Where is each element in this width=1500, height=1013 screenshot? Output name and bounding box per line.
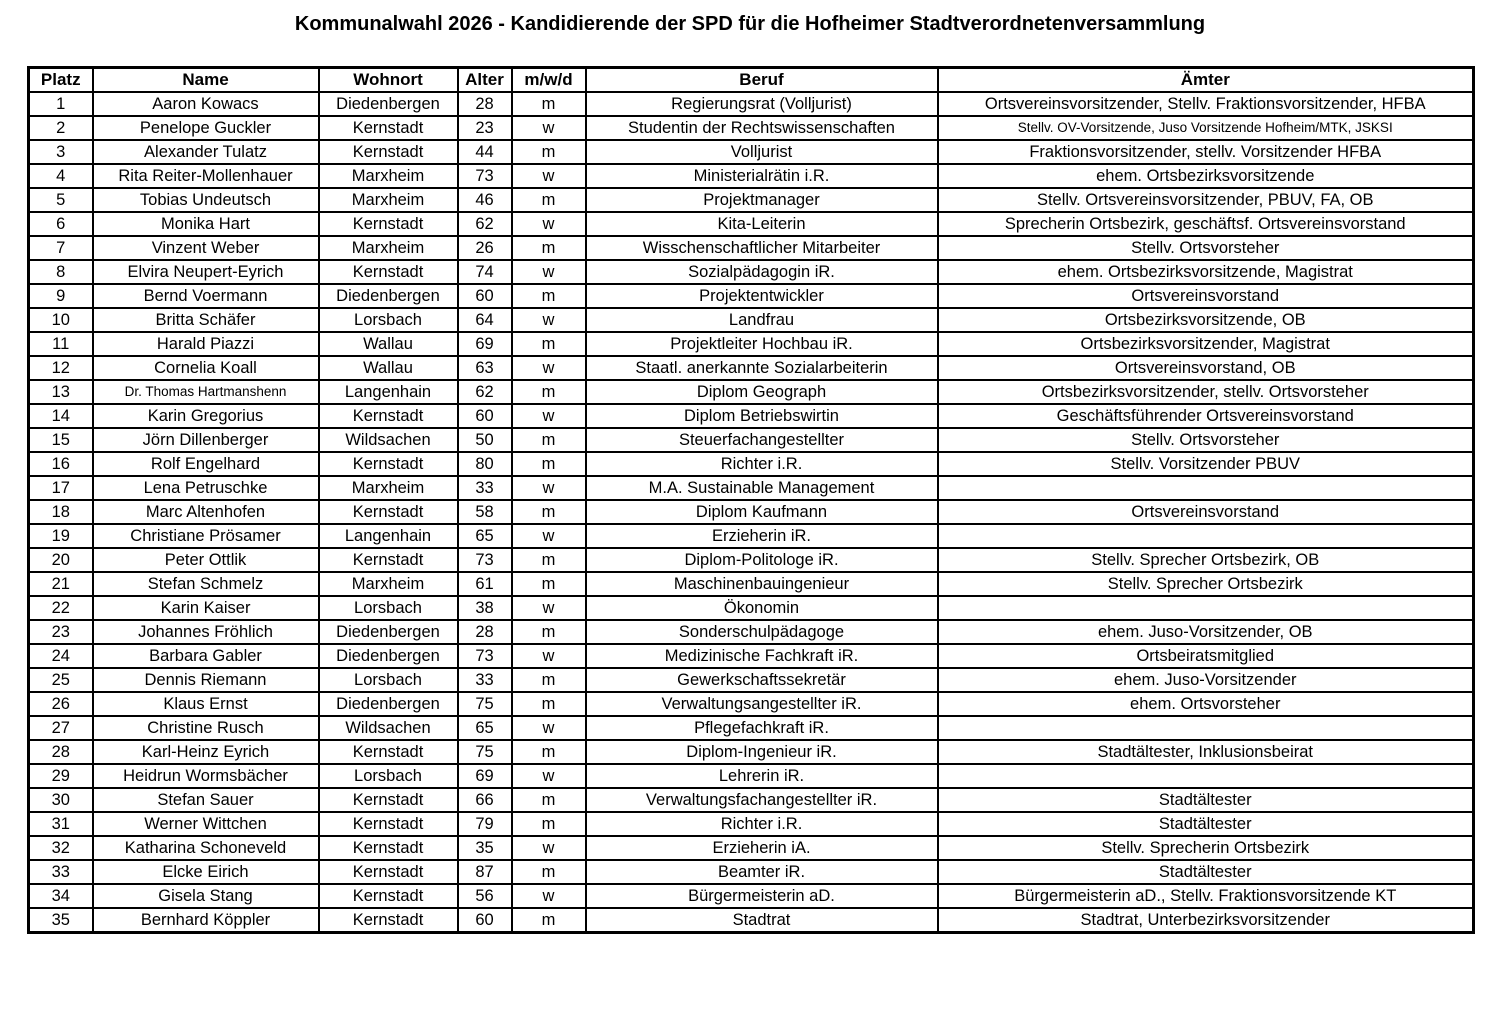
table-cell: Diplom Betriebswirtin bbox=[586, 404, 938, 428]
table-cell: Stadtältester bbox=[938, 812, 1474, 836]
table-cell: Wildsachen bbox=[319, 428, 458, 452]
table-cell: w bbox=[512, 524, 586, 548]
table-cell: ehem. Ortsbezirksvorsitzende, Magistrat bbox=[938, 260, 1474, 284]
table-cell: w bbox=[512, 644, 586, 668]
table-cell: Verwaltungsangestellter iR. bbox=[586, 692, 938, 716]
table-cell: Bernhard Köppler bbox=[93, 908, 319, 933]
table-cell: 33 bbox=[29, 860, 93, 884]
table-cell: w bbox=[512, 716, 586, 740]
table-cell: w bbox=[512, 308, 586, 332]
table-cell: Ortsvereinsvorstand bbox=[938, 284, 1474, 308]
table-cell: Verwaltungsfachangestellter iR. bbox=[586, 788, 938, 812]
table-cell: 60 bbox=[458, 908, 512, 933]
table-cell: Diedenbergen bbox=[319, 620, 458, 644]
table-cell: Gewerkschaftssekretär bbox=[586, 668, 938, 692]
table-cell: Marxheim bbox=[319, 572, 458, 596]
table-cell: Ortsbeiratsmitglied bbox=[938, 644, 1474, 668]
table-cell: m bbox=[512, 188, 586, 212]
table-cell: Jörn Dillenberger bbox=[93, 428, 319, 452]
table-cell: ehem. Ortsbezirksvorsitzende bbox=[938, 164, 1474, 188]
table-cell: Kernstadt bbox=[319, 860, 458, 884]
table-cell: 28 bbox=[458, 620, 512, 644]
table-head bbox=[29, 68, 1474, 93]
table-cell: m bbox=[512, 740, 586, 764]
table-cell: 10 bbox=[29, 308, 93, 332]
table-row bbox=[29, 116, 1474, 140]
table-cell: Volljurist bbox=[586, 140, 938, 164]
table-cell: w bbox=[512, 260, 586, 284]
table-cell: 14 bbox=[29, 404, 93, 428]
table-cell: Kernstadt bbox=[319, 884, 458, 908]
table-cell: 79 bbox=[458, 812, 512, 836]
table-cell: Ortsbezirksvorsitzender, stellv. Ortsvorsteher bbox=[938, 380, 1474, 404]
table-cell: Steuerfachangestellter bbox=[586, 428, 938, 452]
table-cell: 63 bbox=[458, 356, 512, 380]
table-cell: 25 bbox=[29, 668, 93, 692]
table-cell: Kernstadt bbox=[319, 500, 458, 524]
table-cell: Geschäftsführender Ortsvereinsvorstand bbox=[938, 404, 1474, 428]
table-row bbox=[29, 140, 1474, 164]
table-cell: Stellv. Vorsitzender PBUV bbox=[938, 452, 1474, 476]
table-cell: Stadtältester bbox=[938, 788, 1474, 812]
table-cell: Marc Altenhofen bbox=[93, 500, 319, 524]
table-row bbox=[29, 476, 1474, 500]
table-cell: Diedenbergen bbox=[319, 644, 458, 668]
column-header: Beruf bbox=[586, 68, 938, 93]
table-cell: Medizinische Fachkraft iR. bbox=[586, 644, 938, 668]
table-cell: 26 bbox=[458, 236, 512, 260]
table-row bbox=[29, 788, 1474, 812]
table-cell: 33 bbox=[458, 476, 512, 500]
table-cell: Kernstadt bbox=[319, 116, 458, 140]
table-cell: Kernstadt bbox=[319, 812, 458, 836]
table-cell: Vinzent Weber bbox=[93, 236, 319, 260]
table-cell: m bbox=[512, 908, 586, 933]
table-cell: 64 bbox=[458, 308, 512, 332]
column-header: Platz bbox=[29, 68, 93, 93]
table-cell: w bbox=[512, 764, 586, 788]
table-cell: Kernstadt bbox=[319, 740, 458, 764]
table-cell: Bernd Voermann bbox=[93, 284, 319, 308]
table-cell: 22 bbox=[29, 596, 93, 620]
table-cell bbox=[938, 716, 1474, 740]
table-cell: Kernstadt bbox=[319, 908, 458, 933]
table-row bbox=[29, 164, 1474, 188]
table-row bbox=[29, 284, 1474, 308]
table-cell: Stellv. Ortsvereinsvorsitzender, PBUV, FA, OB bbox=[938, 188, 1474, 212]
table-cell: Stefan Schmelz bbox=[93, 572, 319, 596]
table-cell: Langenhain bbox=[319, 380, 458, 404]
table-row bbox=[29, 404, 1474, 428]
table-cell: Pflegefachkraft iR. bbox=[586, 716, 938, 740]
table-row bbox=[29, 332, 1474, 356]
table-cell: 62 bbox=[458, 212, 512, 236]
table-row bbox=[29, 884, 1474, 908]
table-cell: 35 bbox=[458, 836, 512, 860]
table-cell: Diplom Kaufmann bbox=[586, 500, 938, 524]
table-cell: Kernstadt bbox=[319, 836, 458, 860]
table-cell: 73 bbox=[458, 644, 512, 668]
table-cell: 19 bbox=[29, 524, 93, 548]
table-cell: 75 bbox=[458, 692, 512, 716]
table-cell: 58 bbox=[458, 500, 512, 524]
table-cell: 32 bbox=[29, 836, 93, 860]
table-cell: m bbox=[512, 860, 586, 884]
table-cell: Karl-Heinz Eyrich bbox=[93, 740, 319, 764]
table-cell: m bbox=[512, 332, 586, 356]
table-row bbox=[29, 620, 1474, 644]
column-header: Ämter bbox=[938, 68, 1474, 93]
table-cell: m bbox=[512, 572, 586, 596]
table-row bbox=[29, 356, 1474, 380]
table-cell: 38 bbox=[458, 596, 512, 620]
table-cell: Stellv. Sprecherin Ortsbezirk bbox=[938, 836, 1474, 860]
table-cell: Tobias Undeutsch bbox=[93, 188, 319, 212]
table-cell: Richter i.R. bbox=[586, 452, 938, 476]
table-cell: 13 bbox=[29, 380, 93, 404]
table-cell: Diplom Geograph bbox=[586, 380, 938, 404]
table-cell: Kernstadt bbox=[319, 788, 458, 812]
table-cell: 80 bbox=[458, 452, 512, 476]
table-cell: Christiane Prösamer bbox=[93, 524, 319, 548]
table-row bbox=[29, 860, 1474, 884]
table-cell: Werner Wittchen bbox=[93, 812, 319, 836]
table-cell: 2 bbox=[29, 116, 93, 140]
table-cell: Karin Gregorius bbox=[93, 404, 319, 428]
table-cell: Diedenbergen bbox=[319, 692, 458, 716]
table-cell bbox=[938, 764, 1474, 788]
table-cell: 20 bbox=[29, 548, 93, 572]
table-cell: Cornelia Koall bbox=[93, 356, 319, 380]
table-cell: Dennis Riemann bbox=[93, 668, 319, 692]
table-cell: Kernstadt bbox=[319, 452, 458, 476]
table-cell: Marxheim bbox=[319, 164, 458, 188]
table-cell: 17 bbox=[29, 476, 93, 500]
table-cell: w bbox=[512, 164, 586, 188]
table-cell: Bürgermeisterin aD., Stellv. Fraktionsvorsitzende KT bbox=[938, 884, 1474, 908]
table-row bbox=[29, 716, 1474, 740]
table-cell: 23 bbox=[458, 116, 512, 140]
table-cell: Dr. Thomas Hartmanshenn bbox=[93, 380, 319, 404]
table-cell: M.A. Sustainable Management bbox=[586, 476, 938, 500]
table-cell: Richter i.R. bbox=[586, 812, 938, 836]
table-cell: Bürgermeisterin aD. bbox=[586, 884, 938, 908]
table-cell: Projektentwickler bbox=[586, 284, 938, 308]
table-cell: Johannes Fröhlich bbox=[93, 620, 319, 644]
table-cell: Lorsbach bbox=[319, 308, 458, 332]
column-header: Wohnort bbox=[319, 68, 458, 93]
table-cell: Beamter iR. bbox=[586, 860, 938, 884]
table-row bbox=[29, 92, 1474, 116]
table-cell bbox=[938, 596, 1474, 620]
table-cell: Stellv. Sprecher Ortsbezirk bbox=[938, 572, 1474, 596]
table-cell: Kernstadt bbox=[319, 140, 458, 164]
table-cell: Langenhain bbox=[319, 524, 458, 548]
table-cell: Barbara Gabler bbox=[93, 644, 319, 668]
table-cell: Kernstadt bbox=[319, 260, 458, 284]
table-cell: w bbox=[512, 212, 586, 236]
table-cell: Ortsvereinsvorsitzender, Stellv. Fraktionsvorsitzender, HFBA bbox=[938, 92, 1474, 116]
table-cell: Kernstadt bbox=[319, 548, 458, 572]
table-cell: 4 bbox=[29, 164, 93, 188]
table-cell: Ortsvereinsvorstand bbox=[938, 500, 1474, 524]
table-cell: Diplom-Ingenieur iR. bbox=[586, 740, 938, 764]
table-cell: 44 bbox=[458, 140, 512, 164]
table-cell: 5 bbox=[29, 188, 93, 212]
table-cell: 15 bbox=[29, 428, 93, 452]
table-cell: m bbox=[512, 428, 586, 452]
table-row bbox=[29, 260, 1474, 284]
table-cell: 60 bbox=[458, 404, 512, 428]
table-cell: 66 bbox=[458, 788, 512, 812]
table-cell: Britta Schäfer bbox=[93, 308, 319, 332]
table-cell: m bbox=[512, 452, 586, 476]
table-cell: 31 bbox=[29, 812, 93, 836]
table-cell: 8 bbox=[29, 260, 93, 284]
table-cell: m bbox=[512, 692, 586, 716]
table-cell: 65 bbox=[458, 716, 512, 740]
table-row bbox=[29, 236, 1474, 260]
table-cell: Staatl. anerkannte Sozialarbeiterin bbox=[586, 356, 938, 380]
table-cell: m bbox=[512, 668, 586, 692]
table-cell: Rolf Engelhard bbox=[93, 452, 319, 476]
column-header: m/w/d bbox=[512, 68, 586, 93]
table-cell: 26 bbox=[29, 692, 93, 716]
column-header: Name bbox=[93, 68, 319, 93]
table-cell: 73 bbox=[458, 548, 512, 572]
table-cell: w bbox=[512, 596, 586, 620]
table-cell: Stellv. Ortsvorsteher bbox=[938, 428, 1474, 452]
table-cell: 1 bbox=[29, 92, 93, 116]
table-row bbox=[29, 764, 1474, 788]
table-cell: 69 bbox=[458, 332, 512, 356]
table-row bbox=[29, 308, 1474, 332]
table-cell: Ortsvereinsvorstand, OB bbox=[938, 356, 1474, 380]
table-cell: w bbox=[512, 836, 586, 860]
table-cell: 87 bbox=[458, 860, 512, 884]
table-cell: Projektleiter Hochbau iR. bbox=[586, 332, 938, 356]
table-cell: ehem. Juso-Vorsitzender, OB bbox=[938, 620, 1474, 644]
table-row bbox=[29, 572, 1474, 596]
table-cell: Studentin der Rechtswissenschaften bbox=[586, 116, 938, 140]
table-cell: 24 bbox=[29, 644, 93, 668]
table-row bbox=[29, 212, 1474, 236]
table-cell bbox=[938, 476, 1474, 500]
table-cell: m bbox=[512, 236, 586, 260]
table-cell: Rita Reiter-Mollenhauer bbox=[93, 164, 319, 188]
table-cell: Erzieherin iA. bbox=[586, 836, 938, 860]
table-cell: 7 bbox=[29, 236, 93, 260]
table-cell: w bbox=[512, 884, 586, 908]
table-cell: Ortsbezirksvorsitzende, OB bbox=[938, 308, 1474, 332]
table-cell: Kita-Leiterin bbox=[586, 212, 938, 236]
table-row bbox=[29, 500, 1474, 524]
table-cell: Katharina Schoneveld bbox=[93, 836, 319, 860]
table-cell: ehem. Juso-Vorsitzender bbox=[938, 668, 1474, 692]
table-cell: Marxheim bbox=[319, 476, 458, 500]
table-body bbox=[29, 92, 1474, 933]
table-row bbox=[29, 428, 1474, 452]
table-cell: 50 bbox=[458, 428, 512, 452]
table-cell: Stellv. Ortsvorsteher bbox=[938, 236, 1474, 260]
table-cell: Stadtältester bbox=[938, 860, 1474, 884]
table-cell: Diedenbergen bbox=[319, 92, 458, 116]
table-cell: m bbox=[512, 140, 586, 164]
table-cell: 34 bbox=[29, 884, 93, 908]
table-cell: Stadtrat, Unterbezirksvorsitzender bbox=[938, 908, 1474, 933]
table-cell: Sonderschulpädagoge bbox=[586, 620, 938, 644]
table-cell: Kernstadt bbox=[319, 212, 458, 236]
table-cell: 69 bbox=[458, 764, 512, 788]
table-cell: Monika Hart bbox=[93, 212, 319, 236]
table-row bbox=[29, 668, 1474, 692]
table-cell: 28 bbox=[458, 92, 512, 116]
table-cell: Fraktionsvorsitzender, stellv. Vorsitzender HFBA bbox=[938, 140, 1474, 164]
table-cell: Elcke Eirich bbox=[93, 860, 319, 884]
table-cell: Peter Ottlik bbox=[93, 548, 319, 572]
candidates-table bbox=[27, 66, 1475, 934]
table-cell: 65 bbox=[458, 524, 512, 548]
table-cell: Ministerialrätin i.R. bbox=[586, 164, 938, 188]
table-cell: Lorsbach bbox=[319, 596, 458, 620]
table-cell: Lorsbach bbox=[319, 668, 458, 692]
table-cell: Lena Petruschke bbox=[93, 476, 319, 500]
table-cell: Harald Piazzi bbox=[93, 332, 319, 356]
table-cell: 74 bbox=[458, 260, 512, 284]
table-cell: 46 bbox=[458, 188, 512, 212]
table-cell: 61 bbox=[458, 572, 512, 596]
table-row bbox=[29, 740, 1474, 764]
table-cell: 23 bbox=[29, 620, 93, 644]
table-cell: Karin Kaiser bbox=[93, 596, 319, 620]
table-cell: Marxheim bbox=[319, 236, 458, 260]
table-row bbox=[29, 812, 1474, 836]
table-cell: Stellv. Sprecher Ortsbezirk, OB bbox=[938, 548, 1474, 572]
column-header: Alter bbox=[458, 68, 512, 93]
table-cell: Sozialpädagogin iR. bbox=[586, 260, 938, 284]
table-cell: Stellv. OV-Vorsitzende, Juso Vorsitzende Hofheim/MTK, JSKSI bbox=[938, 116, 1474, 140]
table-cell: Landfrau bbox=[586, 308, 938, 332]
table-cell: 29 bbox=[29, 764, 93, 788]
table-cell: ehem. Ortsvorsteher bbox=[938, 692, 1474, 716]
table-cell: 18 bbox=[29, 500, 93, 524]
table-cell: 27 bbox=[29, 716, 93, 740]
table-cell: Heidrun Wormsbächer bbox=[93, 764, 319, 788]
table-cell: Elvira Neupert-Eyrich bbox=[93, 260, 319, 284]
table-cell: Wallau bbox=[319, 332, 458, 356]
table-cell: 21 bbox=[29, 572, 93, 596]
table-cell: w bbox=[512, 116, 586, 140]
table-cell: m bbox=[512, 500, 586, 524]
table-cell: 33 bbox=[458, 668, 512, 692]
table-cell: m bbox=[512, 380, 586, 404]
table-cell: m bbox=[512, 620, 586, 644]
table-row bbox=[29, 548, 1474, 572]
table-row bbox=[29, 692, 1474, 716]
table-cell: Kernstadt bbox=[319, 404, 458, 428]
table-cell: m bbox=[512, 788, 586, 812]
table-cell: Aaron Kowacs bbox=[93, 92, 319, 116]
table-cell: 6 bbox=[29, 212, 93, 236]
table-cell: m bbox=[512, 812, 586, 836]
table-cell: Klaus Ernst bbox=[93, 692, 319, 716]
table-cell bbox=[938, 524, 1474, 548]
table-cell: Stadtältester, Inklusionsbeirat bbox=[938, 740, 1474, 764]
table-cell: 35 bbox=[29, 908, 93, 933]
table-cell: Lorsbach bbox=[319, 764, 458, 788]
table-cell: Wildsachen bbox=[319, 716, 458, 740]
table-cell: 56 bbox=[458, 884, 512, 908]
table-cell: Diedenbergen bbox=[319, 284, 458, 308]
table-cell: Maschinenbauingenieur bbox=[586, 572, 938, 596]
table-row bbox=[29, 644, 1474, 668]
table-cell: m bbox=[512, 92, 586, 116]
table-cell: Regierungsrat (Volljurist) bbox=[586, 92, 938, 116]
table-cell: Stefan Sauer bbox=[93, 788, 319, 812]
page-title: Kommunalwahl 2026 - Kandidierende der SPD für die Hofheimer Stadtverordnetenversammlung bbox=[294, 13, 1206, 35]
table-cell: Erzieherin iR. bbox=[586, 524, 938, 548]
table-cell: 60 bbox=[458, 284, 512, 308]
table-row bbox=[29, 836, 1474, 860]
table-cell: 28 bbox=[29, 740, 93, 764]
table-cell: w bbox=[512, 356, 586, 380]
table-cell: Wisschenschaftlicher Mitarbeiter bbox=[586, 236, 938, 260]
table-row bbox=[29, 596, 1474, 620]
table-row bbox=[29, 524, 1474, 548]
table-cell: 30 bbox=[29, 788, 93, 812]
table-cell: 12 bbox=[29, 356, 93, 380]
table-cell: Ortsbezirksvorsitzender, Magistrat bbox=[938, 332, 1474, 356]
table-cell: Lehrerin iR. bbox=[586, 764, 938, 788]
table-cell: Marxheim bbox=[319, 188, 458, 212]
table-cell: 16 bbox=[29, 452, 93, 476]
table-cell: 62 bbox=[458, 380, 512, 404]
table-row bbox=[29, 452, 1474, 476]
table-cell: w bbox=[512, 404, 586, 428]
table-cell: Sprecherin Ortsbezirk, geschäftsf. Ortsvereinsvorstand bbox=[938, 212, 1474, 236]
table-cell: Wallau bbox=[319, 356, 458, 380]
table-cell: Alexander Tulatz bbox=[93, 140, 319, 164]
table-cell: w bbox=[512, 476, 586, 500]
table-cell: m bbox=[512, 284, 586, 308]
table-cell: 73 bbox=[458, 164, 512, 188]
table-cell: 9 bbox=[29, 284, 93, 308]
table-cell: Christine Rusch bbox=[93, 716, 319, 740]
table-header-row bbox=[29, 68, 1474, 93]
table-cell: Penelope Guckler bbox=[93, 116, 319, 140]
table-row bbox=[29, 908, 1474, 933]
table-cell: 11 bbox=[29, 332, 93, 356]
table-row bbox=[29, 188, 1474, 212]
table-cell: Diplom-Politologe iR. bbox=[586, 548, 938, 572]
table-cell: Stadtrat bbox=[586, 908, 938, 933]
table-cell: Ökonomin bbox=[586, 596, 938, 620]
table-cell: Gisela Stang bbox=[93, 884, 319, 908]
table-cell: Projektmanager bbox=[586, 188, 938, 212]
table-row bbox=[29, 380, 1474, 404]
table-cell: 75 bbox=[458, 740, 512, 764]
table-cell: m bbox=[512, 548, 586, 572]
table-cell: 3 bbox=[29, 140, 93, 164]
